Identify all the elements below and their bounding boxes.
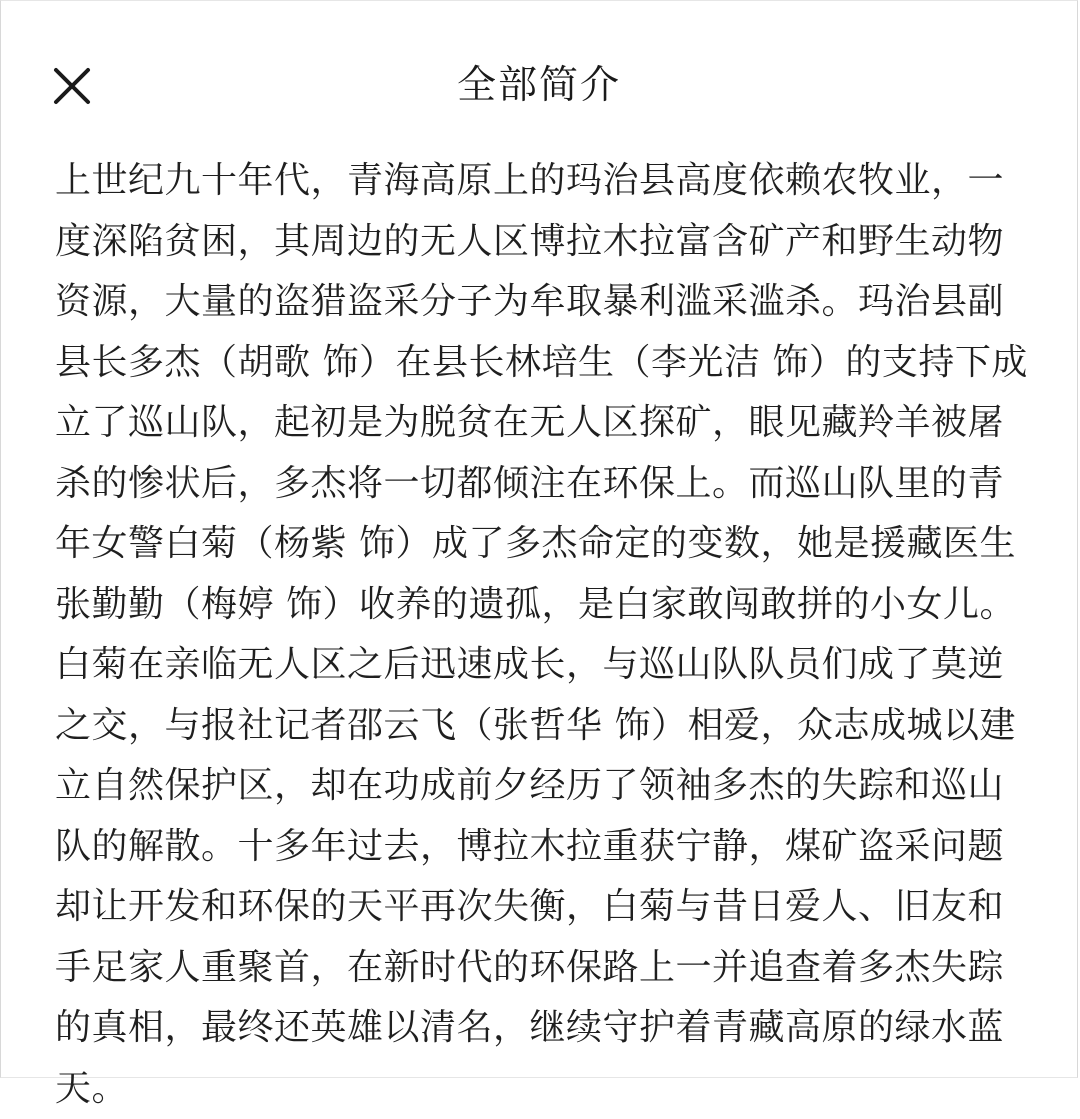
- header-bar: [1, 1, 1077, 171]
- page-title: 全部简介: [456, 63, 621, 108]
- synopsis-body: [55, 151, 1031, 1119]
- synopsis-text: 上世纪九十年代，青海高原上的玛治县高度依赖农牧业，一度深陷贫困，其周边的无人区博拉木拉富含矿产和野生动物资源，大量的盗猎盗采分子为牟取暴利滥采滥杀。玛治县副县长多杰（胡歌 饰）在县长林培生（李光洁 饰）的支持下成立了巡山队，起初是为脱贫在无人区探矿，眼见藏羚羊被屠杀的惨状后，多杰将一切都倾注在环保上。而巡山队里的青年女警白菊（杨紫 饰）成了多杰命定的变数，她是援藏医生张勤勤（梅婷 饰）收养的遗孤，是白家敢闯敢拼的小女儿。白菊在亲临无人区之后迅速成长，与巡山队队员们成了莫逆之交，与报社记者邵云飞（张哲华 饰）相爱，众志成城以建立自然保护区，却在功成前夕经历了领袖多杰的失踪和巡山队的解散。十多年过去，博拉木拉重获宁静，煤矿盗采问题却让开发和环保的天平再次失衡，白菊与昔日爱人、旧友和手足家人重聚首，在新时代的环保路上一并追查着多杰失踪的真相，最终还英雄以清名，继续守护着青藏高原的绿水蓝天。: [55, 160, 1028, 1109]
